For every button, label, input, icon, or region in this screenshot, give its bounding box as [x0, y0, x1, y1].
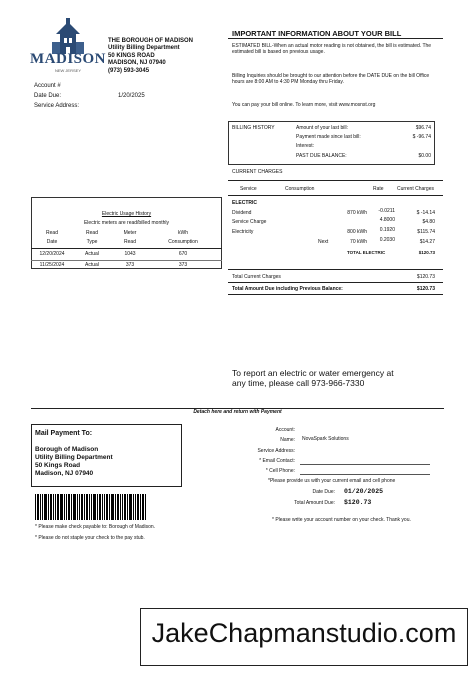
charge-amount: $14.27 [419, 239, 435, 245]
charge-rate: 0.1920 [379, 227, 395, 233]
billing-inquiries-note: Billing Inquiries should be brought to our attention before the DATE DUE on the bill Office hours are 8:00 AM to 4:30 PM Monday thru Friday. [232, 73, 430, 86]
cell-entry-line [300, 474, 430, 475]
borough-address [108, 38, 228, 75]
important-divider [228, 38, 443, 39]
pay-online-note: You can pay your bill online. To learn more, visit www.mosnst.org [232, 102, 376, 108]
barcode-bar [115, 494, 116, 520]
usage-header-consumption: Consumption [168, 239, 198, 245]
account-label: Account # [34, 83, 61, 89]
remit-title: Mail Payment To: [35, 430, 93, 437]
charge-usage: 800 kWh [347, 229, 367, 235]
barcode-bar [53, 494, 54, 520]
email-entry-line [300, 464, 430, 465]
stub-account-note: * Please write your account number on your check. Thank you. [272, 517, 411, 523]
usage-meter: 373 [125, 262, 135, 268]
total-current-rule [228, 269, 443, 270]
past-due-value: $0.00 [418, 153, 431, 159]
department-name: Utility Billing Department [108, 45, 180, 52]
usage-header-type: Type [86, 239, 98, 245]
usage-header-date: Date [46, 239, 58, 245]
barcode-bar [145, 494, 146, 520]
charge-service: Dividend [232, 210, 252, 216]
barcode-bar [48, 494, 49, 520]
estimated-bill-note: ESTIMATED BILL-When an actual motor reading is not obtained, the bill is estimated. The estimated bill is based on previous usage. [232, 43, 432, 56]
barcode-bar [68, 494, 70, 520]
barcode-bar [122, 494, 123, 520]
usage-history-title: Electric Usage History [101, 211, 152, 217]
barcode-bar [55, 494, 56, 520]
remit-line: 50 Kings Road [35, 462, 81, 469]
total-due-label: Total Amount Due including Previous Balance: [232, 286, 343, 292]
barcode-bar [135, 494, 136, 520]
charge-rate: 0.2030 [379, 237, 395, 243]
barcode-bar [117, 494, 119, 520]
charge-row [232, 217, 435, 226]
charge-amount: $115.74 [417, 229, 435, 235]
stub-account-label: Account: [275, 427, 295, 433]
usage-row [31, 251, 222, 260]
usage-type: Actual [85, 251, 99, 257]
usage-header-kwh: kWh [178, 230, 188, 236]
barcode-bar [66, 494, 67, 520]
date-due-label: Date Due: [34, 93, 62, 99]
total-due-value: $120.73 [416, 286, 435, 292]
barcode-bar [71, 494, 72, 520]
usage-type: Actual [85, 262, 99, 268]
barcode-bar [60, 494, 63, 520]
barcode-bar [81, 494, 83, 520]
billing-history-row [296, 143, 431, 149]
stub-service-address-label: Service Address: [257, 448, 295, 454]
barcode-bar [106, 494, 108, 520]
usage-header-read-2: Read [86, 230, 98, 236]
charge-amount: $ -14.14 [416, 210, 435, 216]
stub-provide-note: *Please provide us with your current email and cell phone [268, 478, 396, 484]
charge-rate: 4.8000 [379, 217, 395, 223]
barcode-bar [91, 494, 92, 520]
stub-cell-label: * Cell Phone: [265, 468, 295, 474]
past-due-label: PAST DUE BALANCE: [296, 153, 347, 159]
barcode-bar [44, 494, 47, 520]
important-title: IMPORTANT INFORMATION ABOUT YOUR BILL [232, 29, 402, 38]
current-charges-label: CURRENT CHARGES [232, 169, 283, 175]
stub-name-value: NovaSpark Solutions [302, 436, 349, 442]
service-address-label: Service Address: [34, 103, 80, 109]
usage-date: 11/25/2024 [39, 262, 65, 268]
barcode [35, 494, 147, 520]
stub-name-label: Name: [280, 437, 295, 443]
charge-amount: $4.80 [422, 219, 435, 225]
barcode-bar [137, 494, 139, 520]
emergency-line-1: To report an electric or water emergency at [232, 368, 394, 378]
city-address: MADISON, NJ 07940 [108, 60, 166, 67]
barcode-bar [40, 494, 41, 520]
charge-row [232, 237, 435, 246]
usage-history-note: Electric meters are read/billed monthly [83, 220, 170, 226]
barcode-bar [111, 494, 114, 520]
total-due-bottom-rule [228, 294, 443, 295]
payment-label: Payment made since last bill: [296, 134, 361, 140]
stub-date-due-value: 01/20/2025 [344, 488, 384, 495]
charges-header-rule [228, 195, 443, 196]
barcode-bar [73, 494, 76, 520]
barcode-bar [35, 494, 36, 520]
usage-consumption: 373 [178, 262, 188, 268]
barcode-bar [89, 494, 90, 520]
barcode-bar [97, 494, 98, 520]
barcode-bar [140, 494, 141, 520]
barcode-bar [133, 494, 134, 520]
charge-consumption: Next [318, 239, 329, 245]
street-address: 50 KINGS ROAD [108, 52, 155, 59]
interest-label: Interest: [296, 143, 315, 149]
detach-note: Detach here and return with Payment [193, 409, 282, 415]
charge-row [232, 208, 435, 217]
logo-wordmark: MADISON [30, 51, 107, 67]
usage-row-rule [31, 260, 222, 261]
charge-usage: 70 kWh [350, 239, 367, 245]
usage-header-meter-read: Read [124, 239, 136, 245]
usage-row [31, 262, 222, 271]
billing-history-row [296, 153, 431, 159]
phone-number: (973) 593-3045 [108, 67, 150, 74]
barcode-bar [104, 494, 105, 520]
barcode-bar [37, 494, 39, 520]
col-service-header: Service [240, 186, 257, 192]
barcode-bar [129, 494, 132, 520]
total-electric-label: TOTAL ELECTRIC [347, 250, 386, 255]
electric-section-label: ELECTRIC [232, 200, 257, 206]
usage-header-read: Read [46, 230, 58, 236]
barcode-bar [42, 494, 43, 520]
usage-consumption: 670 [178, 251, 188, 257]
last-bill-value: $96.74 [415, 125, 431, 131]
barcode-bar [142, 494, 144, 520]
charge-service: Service Charge [232, 219, 267, 225]
barcode-bar [99, 494, 101, 520]
watermark-text: JakeChapmanstudio.com [151, 618, 457, 648]
col-consumption-header: Consumption [285, 186, 315, 192]
usage-date: 12/20/2024 [39, 251, 65, 257]
logo-subtext: NEW JERSEY [54, 68, 81, 73]
payment-value: $ -96.74 [412, 134, 431, 140]
current-charges-top-rule [228, 180, 443, 181]
charge-row [232, 227, 435, 236]
barcode-bar [120, 494, 121, 520]
stub-total-label: Total Amount Due: [294, 500, 335, 506]
borough-name: THE BOROUGH OF MADISON [108, 38, 193, 44]
total-due-rule [228, 282, 443, 283]
remit-line: Borough of Madison [35, 446, 99, 453]
barcode-bar [127, 494, 128, 520]
barcode-bar [102, 494, 103, 520]
charge-rate: -0.0211 [378, 208, 395, 214]
col-charges-header: Current Charges [397, 186, 434, 192]
stub-email-label: * Email Contact: [259, 458, 295, 464]
borough-logo [30, 18, 106, 74]
billing-history-row [296, 125, 431, 131]
remit-line: Madison, NJ 07940 [35, 470, 94, 477]
barcode-bar [79, 494, 80, 520]
check-payable-note: * Please make check payable to: Borough of Madison. [35, 524, 156, 530]
barcode-bar [84, 494, 85, 520]
barcode-bar [50, 494, 52, 520]
billing-history-row [296, 134, 431, 140]
last-bill-label: Amount of your last bill: [296, 125, 348, 131]
barcode-bar [77, 494, 78, 520]
remit-line: Utility Billing Department [35, 454, 113, 461]
charge-service: Electricity [232, 229, 254, 235]
total-current-value: $120.73 [416, 274, 435, 280]
total-current-label: Total Current Charges [232, 274, 281, 280]
barcode-bar [93, 494, 96, 520]
barcode-bar [86, 494, 88, 520]
stub-date-due-label: Date Due: [312, 489, 335, 495]
date-due-value: 1/20/2025 [118, 93, 145, 99]
total-electric-value: $120.73 [418, 250, 435, 255]
charge-usage: 870 kWh [347, 210, 367, 216]
stub-total-value: $120.73 [344, 499, 372, 506]
barcode-bar [124, 494, 126, 520]
barcode-bar [57, 494, 59, 520]
emergency-line-2: any time, please call 973-966-7330 [232, 378, 365, 388]
barcode-bar [109, 494, 110, 520]
billing-history-label: BILLING HISTORY [232, 125, 275, 131]
usage-header-meter: Meter [123, 230, 137, 236]
barcode-bar [64, 494, 65, 520]
usage-meter: 1043 [124, 251, 136, 257]
usage-header-rule [31, 248, 222, 249]
usage-header-row [31, 230, 222, 246]
col-rate-header: Rate [373, 186, 384, 192]
no-staple-note: * Please do not staple your check to the pay stub. [35, 535, 145, 541]
